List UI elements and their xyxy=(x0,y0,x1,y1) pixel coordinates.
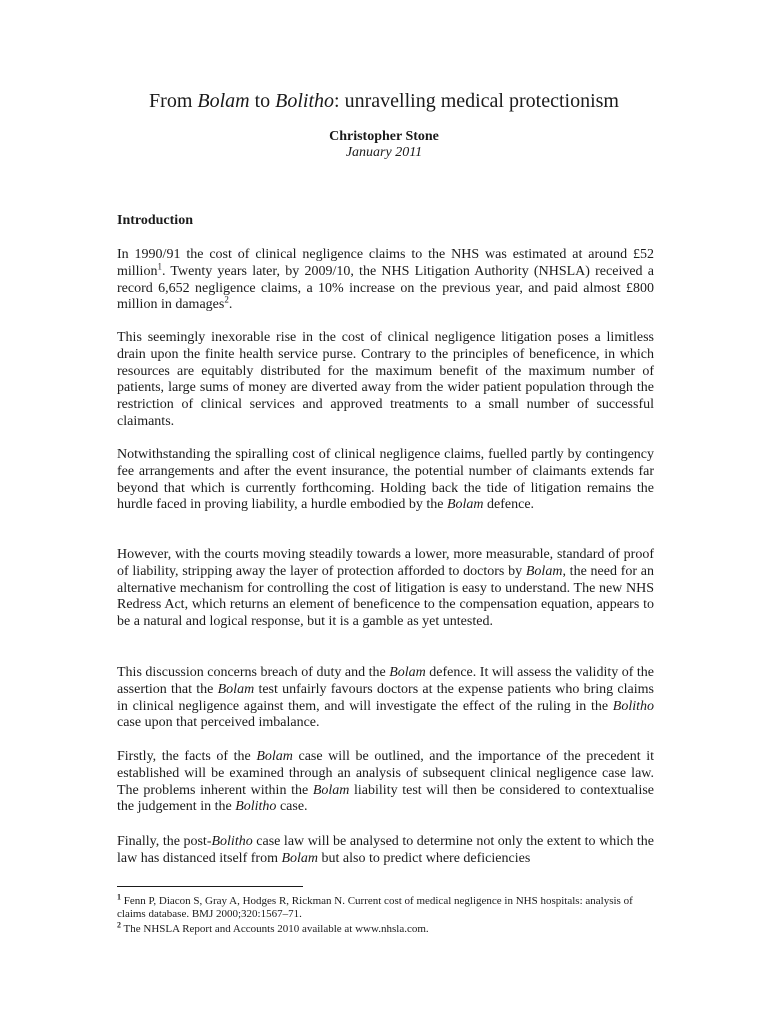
publication-date: January 2011 xyxy=(345,145,423,160)
paragraph-5: This discussion concerns breach of duty and the Bolam defence. It will assess the validity of the assertion that the Bolam test unfairly favours doctors at the expense patients who bring claims in clinical negligence against them, and will investigate the effect of the ruling in the Bolitho case upon that perceived imbalance. xyxy=(117,665,654,731)
paragraph-4: However, with the courts moving steadily towards a lower, more measurable, standard of proof of liability, stripping away the layer of protection afforded to doctors by Bolam, the need for an alternative mechanism for controlling the cost of litigation is easy to understand. The new NHS Redress Act, which returns an element of beneficence to the compensation equation, appears to be a natural and logical response, but it is a gamble as yet untested. xyxy=(117,547,654,630)
paragraph-6: Firstly, the facts of the Bolam case will be outlined, and the importance of the precedent it established will be examined through an analysis of subsequent clinical negligence case law. The problems inherent within the Bolam liability test will then be considered to contextualise the judgement in the Bolitho case. xyxy=(117,749,654,815)
paragraph-3: Notwithstanding the spiralling cost of clinical negligence claims, fuelled partly by contingency fee arrangements and after the event insurance, the potential number of claimants extends far beyond that which is currently forthcoming. Holding back the tide of litigation remains the hurdle faced in proving liability, a hurdle embodied by the Bolam defence. xyxy=(117,447,654,513)
section-heading-introduction: Introduction xyxy=(117,213,193,228)
footnote-ref-1: 1 xyxy=(157,261,162,272)
paragraph-1: In 1990/91 the cost of clinical negligence claims to the NHS was estimated at around £52 million$^1$. Twenty years later, by 2009/10, the NHS Litigation Authority (NHSLA) received a record 6,652 negligence claims, a 10% increase on the previous year, and paid almost £800 million in damages$^2$. xyxy=(117,247,654,313)
case-name-bolam: Bolam xyxy=(197,90,250,112)
document-title: From Bolam to Bolitho: unravelling medical protectionism xyxy=(149,90,619,112)
case-name-bolitho: Bolitho xyxy=(275,90,335,112)
footnote-separator xyxy=(117,886,303,887)
footnote-2: $^2$ The NHSLA Report and Accounts 2010 available at www.nhsla.com. xyxy=(117,920,429,935)
author-name: Christopher Stone xyxy=(329,129,439,144)
paragraph-2: This seemingly inexorable rise in the cost of clinical negligence litigation poses a limitless drain upon the finite health service purse. Contrary to the principles of beneficence, in which resources are equitably distributed for the maximum benefit of the maximum number of patients, large sums of money are diverted away from the wider patient population through the restriction of clinical services and approved treatments to a small number of successful claimants. xyxy=(117,330,654,429)
paragraph-7: Finally, the post-Bolitho case law will be analysed to determine not only the extent to which the law has distanced itself from Bolam but also to predict where deficiencies xyxy=(117,834,654,866)
footnote-ref-2: 2 xyxy=(224,294,229,305)
footnote-1: $^1$ Fenn P, Diacon S, Gray A, Hodges R, Rickman N. Current cost of medical negligence in NHS hospitals: analysis of claims database. BMJ 2000;320:1567–71. xyxy=(117,892,633,920)
